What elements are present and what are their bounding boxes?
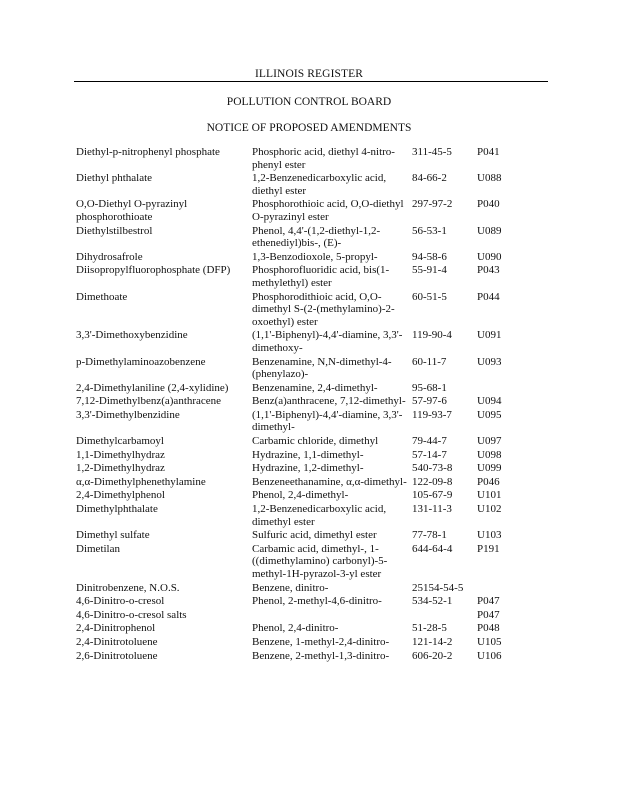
chemical-abstracts-name: Phosphorodithioic acid, O,O-dimethyl S-(2-(methylamino)-2-oxoethyl) ester — [252, 290, 395, 328]
table-row — [76, 409, 513, 435]
waste-code: U089 — [477, 224, 502, 237]
substance-name: 1,1-Dimethylhydraz — [76, 448, 165, 461]
chemical-abstracts-name: Benz(a)anthracene, 7,12-dimethyl- — [252, 395, 406, 408]
cas-number: 119-93-7 — [412, 408, 452, 421]
waste-code: P044 — [477, 290, 500, 303]
cas-number: 119-90-4 — [412, 329, 452, 342]
cas-number: 606-20-2 — [412, 649, 453, 662]
cas-number: 540-73-8 — [412, 462, 453, 475]
notice-title: NOTICE OF PROPOSED AMENDMENTS — [206, 122, 412, 134]
chemical-abstracts-name: Benzenamine, 2,4-dimethyl- — [252, 381, 378, 394]
cas-number: 95-68-1 — [412, 381, 447, 394]
waste-code: U095 — [477, 408, 502, 421]
substance-name: 2,4-Dimethylphenol — [76, 489, 165, 502]
waste-code: U090 — [477, 250, 502, 263]
table-row — [76, 582, 513, 596]
chemical-abstracts-name: Carbamic chloride, dimethyl — [252, 435, 379, 448]
cas-number: 56-53-1 — [412, 224, 447, 237]
table-row — [76, 172, 513, 198]
table-row — [76, 435, 513, 449]
substance-name: Diisopropylfluorophosphate (DFP) — [76, 264, 231, 277]
table-row — [76, 462, 513, 476]
chemical-abstracts-name: Phenol, 4,4'-(1,2-diethyl-1,2-ethenediyl)bis-, (E)- — [252, 224, 381, 250]
substance-name: Dimethylphthalate — [76, 503, 158, 516]
table-row — [76, 449, 513, 463]
waste-code: P047 — [477, 608, 500, 621]
substance-name: 2,4-Dinitrotoluene — [76, 635, 158, 648]
table-row — [76, 264, 513, 290]
chemical-table — [76, 146, 513, 663]
cas-number: 311-45-5 — [412, 146, 452, 158]
waste-code: U097 — [477, 435, 502, 448]
substance-name: 3,3'-Dimethoxybenzidine — [76, 329, 188, 342]
waste-code: U101 — [477, 489, 502, 502]
substance-name: 1,2-Dimethylhydraz — [76, 462, 165, 475]
substance-name: 2,4-Dimethylaniline (2,4-xylidine) — [76, 381, 229, 394]
cas-number: 121-14-2 — [412, 635, 453, 648]
board-title: POLLUTION CONTROL BOARD — [226, 96, 392, 108]
table-row — [76, 291, 513, 330]
chemical-abstracts-name: Phosphorothioic acid, O,O-diethyl O-pyrazinyl ester — [252, 198, 404, 223]
table-row — [76, 395, 513, 409]
chemical-abstracts-name: 1,2-Benzenedicarboxylic acid, dimethyl ester — [252, 503, 387, 528]
substance-name: Dimetilan — [76, 542, 120, 555]
substance-name: 3,3'-Dimethylbenzidine — [76, 408, 180, 421]
chemical-abstracts-name: Benzenamine, N,N-dimethyl-4-(phenylazo)- — [252, 355, 392, 381]
substance-name: O,O-Diethyl O-pyrazinyl phosphorothioate — [76, 198, 188, 223]
table-row — [76, 329, 513, 355]
substance-name: 4,6-Dinitro-o-cresol — [76, 595, 165, 608]
chemical-abstracts-name: Phosphorofluoridic acid, bis(1-methylethyl) ester — [252, 264, 390, 289]
chemical-abstracts-name: Sulfuric acid, dimethyl ester — [252, 529, 377, 542]
cas-number: 644-64-4 — [412, 542, 453, 555]
chemical-abstracts-name: (1,1'-Biphenyl)-4,4'-diamine, 3,3'-dimethyl- — [252, 408, 403, 434]
cas-number: 57-97-6 — [412, 395, 447, 408]
waste-code: P048 — [477, 622, 500, 635]
table-row — [76, 476, 513, 490]
table-row — [76, 382, 513, 396]
cas-number: 79-44-7 — [412, 435, 447, 448]
table-row — [76, 636, 513, 650]
table-row — [76, 356, 513, 382]
waste-code: P043 — [477, 264, 500, 277]
chemical-abstracts-name — [252, 609, 410, 623]
substance-name: Dihydrosafrole — [76, 250, 143, 263]
waste-code: P040 — [477, 198, 500, 211]
cas-number: 60-11-7 — [412, 355, 447, 368]
cas-number: 534-52-1 — [412, 595, 453, 608]
cas-number: 55-91-4 — [412, 264, 447, 277]
substance-name: 4,6-Dinitro-o-cresol salts — [76, 608, 187, 621]
chemical-abstracts-name: Carbamic acid, dimethyl-, 1-((dimethylamino) carbonyl)-5-methyl-1H-pyrazol-3-yl ester — [252, 542, 388, 580]
substance-name: Dinitrobenzene, N.O.S. — [76, 581, 180, 594]
cas-number: 297-97-2 — [412, 198, 453, 211]
chemical-abstracts-name: 1,3-Benzodioxole, 5-propyl- — [252, 250, 378, 263]
waste-code: U088 — [477, 172, 502, 185]
cas-number: 105-67-9 — [412, 489, 453, 502]
chemical-abstracts-name: Hydrazine, 1,2-dimethyl- — [252, 462, 364, 475]
table-row — [76, 251, 513, 265]
table-row — [76, 609, 513, 623]
substance-name: p-Dimethylaminoazobenzene — [76, 355, 206, 368]
waste-code: P041 — [477, 146, 500, 158]
chemical-abstracts-name: Benzene, 2-methyl-1,3-dinitro- — [252, 649, 390, 662]
waste-code — [477, 582, 513, 596]
waste-code: U106 — [477, 649, 502, 662]
waste-code: P046 — [477, 475, 500, 488]
waste-code: U099 — [477, 462, 502, 475]
substance-name: 2,4-Dinitrophenol — [76, 622, 156, 635]
substance-name: 2,6-Dinitrotoluene — [76, 649, 158, 662]
chemical-abstracts-name: Benzeneethanamine, α,α-dimethyl- — [252, 475, 407, 488]
chemical-abstracts-name: Benzene, dinitro- — [252, 581, 329, 594]
cas-number: 25154-54-5 — [412, 581, 464, 594]
chemical-abstracts-name: Hydrazine, 1,1-dimethyl- — [252, 448, 364, 461]
cas-number: 84-66-2 — [412, 172, 447, 185]
chemical-abstracts-name: Phenol, 2,4-dinitro- — [252, 622, 339, 635]
chemical-abstracts-name: Phosphoric acid, diethyl 4-nitro-phenyl ester — [252, 146, 395, 171]
chemical-abstracts-name: (1,1'-Biphenyl)-4,4'-diamine, 3,3'-dimethoxy- — [252, 329, 403, 354]
substance-name: 7,12-Dimethylbenz(a)anthracene — [76, 395, 222, 408]
table-row — [76, 503, 513, 529]
chemical-abstracts-name: Phenol, 2,4-dimethyl- — [252, 489, 349, 502]
waste-code: U102 — [477, 503, 502, 516]
waste-code: U103 — [477, 529, 502, 542]
waste-code: U105 — [477, 635, 502, 648]
substance-name: Dimethoate — [76, 290, 128, 303]
table-row — [76, 595, 513, 609]
table-row — [76, 622, 513, 636]
waste-code: U093 — [477, 355, 502, 368]
substance-name: Dimethyl sulfate — [76, 529, 150, 542]
table-row — [76, 146, 513, 172]
table-row — [76, 225, 513, 251]
chemical-abstracts-name: Phenol, 2-methyl-4,6-dinitro- — [252, 595, 382, 608]
waste-code: U098 — [477, 448, 502, 461]
cas-number: 51-28-5 — [412, 622, 447, 635]
waste-code: P047 — [477, 595, 500, 608]
substance-name: Diethylstilbestrol — [76, 224, 153, 237]
substance-name: α,α-Dimethylphenethylamine — [76, 475, 206, 488]
waste-code: U094 — [477, 395, 502, 408]
table-row — [76, 650, 513, 664]
table-row — [76, 529, 513, 543]
cas-number: 94-58-6 — [412, 250, 447, 263]
substance-name: Dimethylcarbamoyl — [76, 435, 164, 448]
cas-number: 57-14-7 — [412, 448, 447, 461]
waste-code: P191 — [477, 542, 500, 555]
cas-number — [410, 609, 477, 623]
cas-number: 77-78-1 — [412, 529, 447, 542]
header-rule — [74, 81, 548, 82]
cas-number: 60-51-5 — [412, 290, 447, 303]
cas-number: 131-11-3 — [412, 503, 452, 516]
substance-name: Diethyl-p-nitrophenyl phosphate — [76, 146, 220, 158]
cas-number: 122-09-8 — [412, 475, 453, 488]
table-row — [76, 489, 513, 503]
chemical-abstracts-name: 1,2-Benzenedicarboxylic acid, diethyl ester — [252, 172, 387, 197]
waste-code — [477, 382, 513, 396]
waste-code: U091 — [477, 329, 502, 342]
substance-name: Diethyl phthalate — [76, 172, 153, 185]
chemical-abstracts-name: Benzene, 1-methyl-2,4-dinitro- — [252, 635, 390, 648]
register-header: ILLINOIS REGISTER — [254, 68, 364, 80]
table-row — [76, 198, 513, 224]
table-row — [76, 543, 513, 582]
